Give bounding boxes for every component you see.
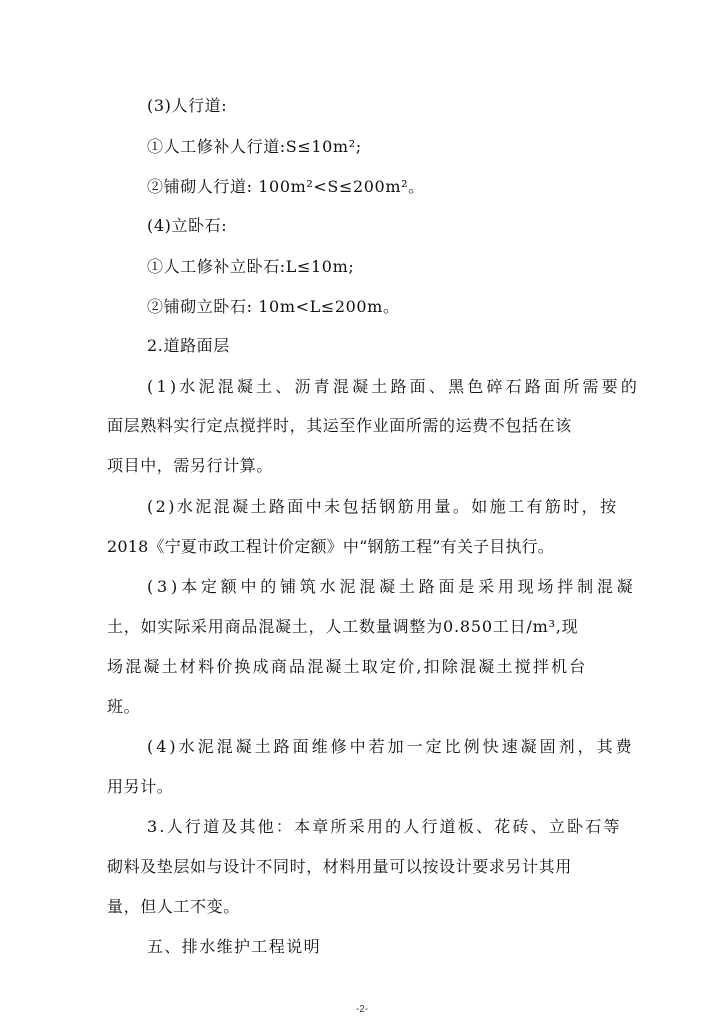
paragraph-line: 面层熟料实行定点搅拌时，其运至作业面所需的运费不包括在该 (107, 416, 572, 435)
chapter-heading-drainage: 五、排水维护工程说明 (147, 937, 322, 956)
paragraph-line: 2018《宁夏市政工程计价定额》中“钢筋工程”有关子目执行。 (107, 537, 555, 556)
text-line: ①人工修补立卧石:L≤10m; (147, 257, 355, 276)
paragraph-line: (3)本定额中的铺筑水泥混凝土路面是采用现场拌制混凝 (147, 577, 637, 596)
paragraph-line: (1)水泥混凝土、沥青混凝土路面、黑色碎石路面所需要的 (147, 377, 641, 396)
paragraph-line: (2)水泥混凝土路面中未包括钢筋用量。如施工有筋时，按 (147, 497, 619, 516)
section-heading-road-surface: 2.道路面层 (147, 336, 230, 355)
text-line: ②铺砌人行道: 100m²<S≤200m²。 (147, 177, 425, 196)
subheading-sidewalk: (3)人行道: (147, 96, 228, 115)
paragraph-line: 砌料及垫层如与设计不同时，材料用量可以按设计要求另计其用 (107, 857, 572, 876)
text-line: ①人工修补人行道:S≤10m²; (147, 137, 362, 156)
page-number: -2- (355, 1004, 369, 1015)
paragraph-line: 用另计。 (107, 777, 174, 796)
paragraph-line: 量，但人工不变。 (107, 897, 240, 916)
subheading-curbstone: (4)立卧石: (147, 216, 228, 235)
paragraph-line: 项目中，需另行计算。 (107, 456, 274, 475)
paragraph-line: 土，如实际采用商品混凝土，人工数量调整为0.850工日/m³,现 (107, 617, 579, 636)
paragraph-line: (4)水泥混凝土路面维修中若加一定比例快速凝固剂，其费 (147, 737, 635, 756)
text-line: ②铺砌立卧石: 10m<L≤200m。 (147, 297, 400, 316)
paragraph-line: 班。 (107, 697, 141, 716)
section-heading-sidewalk-other: 3.人行道及其他：本章所采用的人行道板、花砖、立卧石等 (147, 817, 622, 836)
paragraph-line: 场混凝土材料价换成商品混凝土取定价,扣除混凝土搅拌机台 (107, 657, 588, 676)
